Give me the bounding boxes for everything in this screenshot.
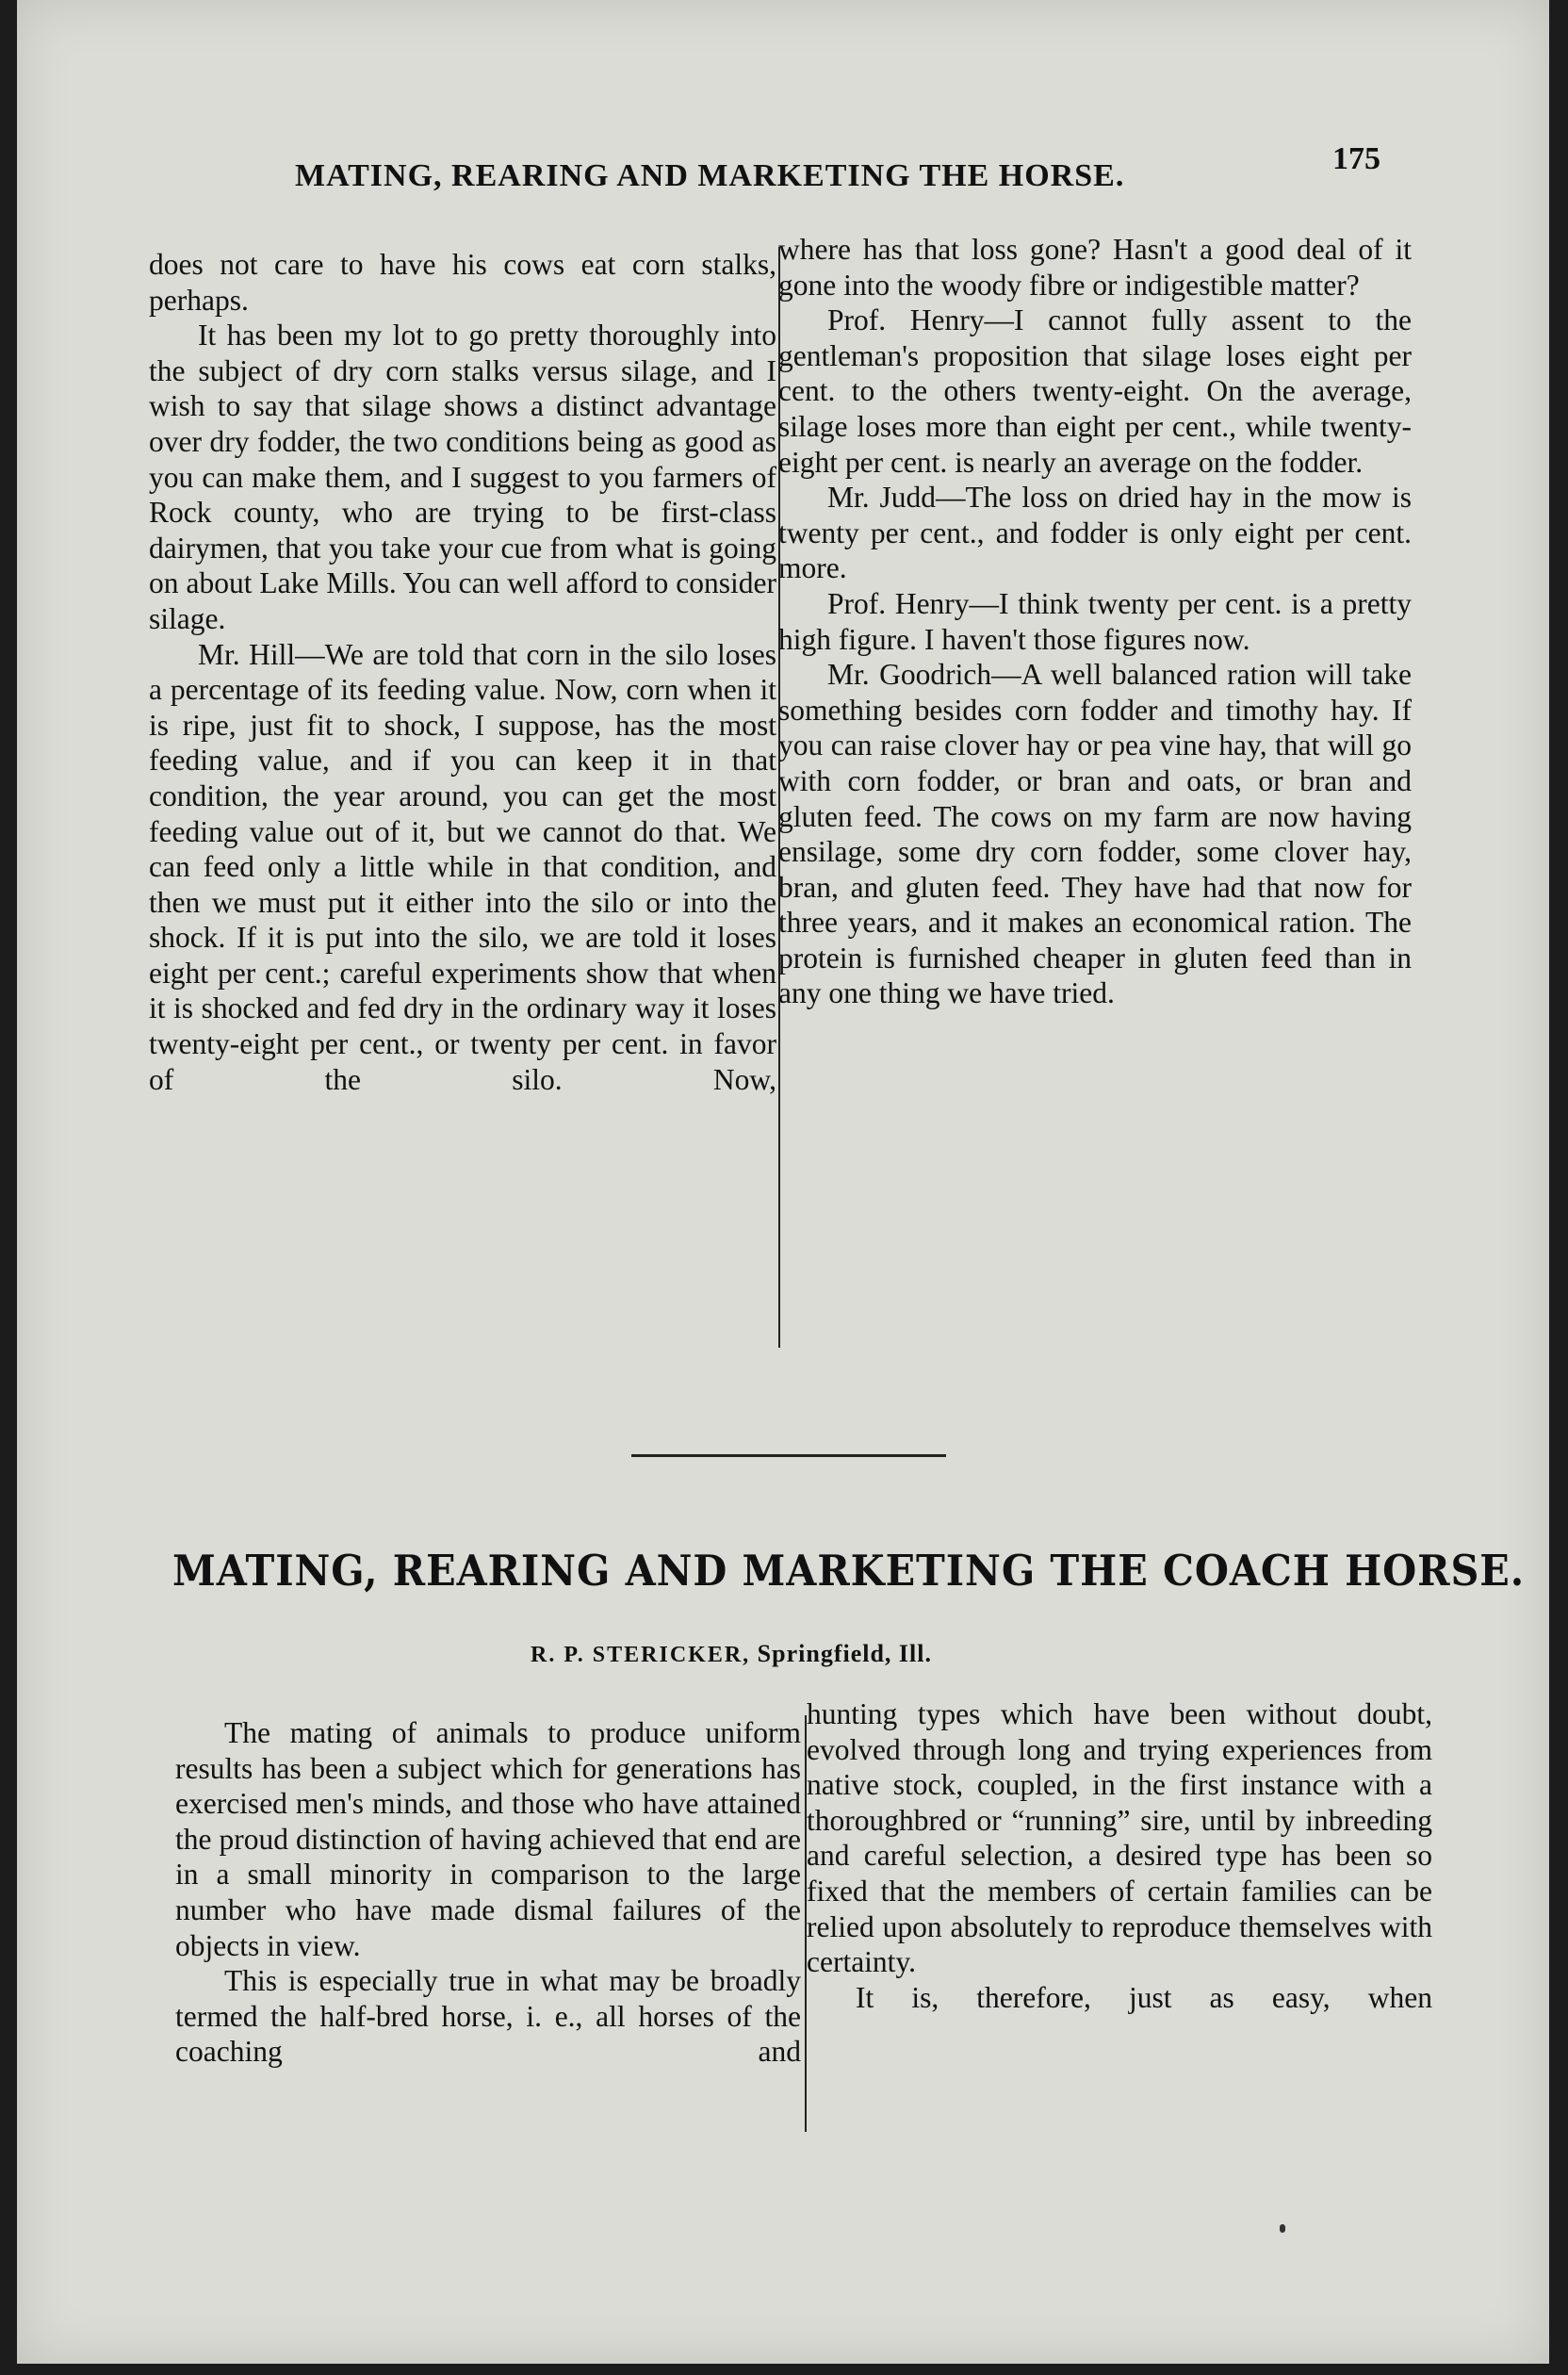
article-title: MATING, REARING AND MARKETING THE COACH HORSE. <box>172 1546 1526 1596</box>
page-number: 175 <box>1332 141 1380 176</box>
paragraph: where has that loss gone? Hasn't a good deal of it gone into the woody fibre or indigestible matter? <box>778 233 1412 302</box>
bottom-right-column <box>807 1696 1432 2015</box>
paragraph: Prof. Henry—I cannot fully assent to the gentleman's proposition that silage loses eight per cent. to the others twenty-eight. On the average, silage loses more than eight per cent., while twenty-eight per cent. is nearly an average on the fodder. <box>778 303 1412 479</box>
bottom-left-column <box>175 1715 801 2070</box>
author-location: Springfield, Ill. <box>757 1640 932 1667</box>
section-divider <box>631 1454 946 1457</box>
top-left-column <box>149 247 776 1097</box>
paragraph: Prof. Henry—I think twenty per cent. is a pretty high figure. I haven't those figures now. <box>778 586 1412 656</box>
top-right-column <box>778 232 1412 1011</box>
paragraph: Mr. Hill—We are told that corn in the silo loses a percentage of its feeding value. Now, corn when it is ripe, just fit to shock, I suppose, has the most feeding value, and if you can keep it in that condition, the year around, you can get the most feeding value out of it, but we cannot do that. We can feed only a little while in that condition, and then we must put it either into the silo or into the shock. If it is put into the silo, we are told it loses eight per cent.; careful experiments show that when it is shocked and fed dry in the ordinary way it loses twenty-eight per cent., or twenty per cent. in favor of the silo. Now, <box>149 637 776 1096</box>
paragraph: The mating of animals to produce uniform results has been a subject which for generations has exercised men's minds, and those who have attained the proud distinction of having achieved that end are in a small minority in comparison to the large number who have made dismal failures of the objects in view. <box>175 1716 801 1962</box>
paragraph: This is especially true in what may be broadly termed the half-bred horse, i. e., all horses of the coaching and <box>175 1964 801 2069</box>
paragraph: It is, therefore, just as easy, when <box>856 1980 1432 2014</box>
ink-speck <box>1280 2224 1285 2233</box>
paragraph: Mr. Goodrich—A well balanced ration will take something besides corn fodder and timothy hay. If you can raise clover hay or pea vine hay, that will go with corn fodder, or bran and oats, or bran and gluten feed. The cows on my farm are now having ensilage, some dry corn fodder, some clover hay, bran, and gluten feed. They have had that now for three years, and it makes an economical ration. The protein is furnished cheaper in gluten feed than in any one thing we have tried. <box>778 658 1412 1010</box>
paragraph: hunting types which have been without doubt, evolved through long and trying experiences from native stock, coupled, in the first instance with a thoroughbred or “running” sire, until by inbreeding and careful selection, a desired type has been so fixed that the members of certain families can be relied upon absolutely to reproduce themselves with certainty. <box>807 1697 1432 1979</box>
running-head: MATING, REARING AND MARKETING THE HORSE. <box>295 158 1125 193</box>
paragraph: Mr. Judd—The loss on dried hay in the mow is twenty per cent., and fodder is only eight per cent. more. <box>778 481 1412 585</box>
byline <box>531 1640 932 1668</box>
author-name: R. P. STERICKER, <box>531 1643 751 1667</box>
paragraph: It has been my lot to go pretty thoroughly into the subject of dry corn stalks versus silage, and I wish to say that silage shows a distinct advantage over dry fodder, the two conditions being as good as you can make them, and I suggest to you farmers of Rock county, who are trying to be first-class dairymen, that you take your cue from what is going on about Lake Mills. You can well afford to consider silage. <box>149 319 776 635</box>
paragraph: does not care to have his cows eat corn stalks, perhaps. <box>149 248 776 317</box>
scanned-page <box>17 0 1549 2364</box>
